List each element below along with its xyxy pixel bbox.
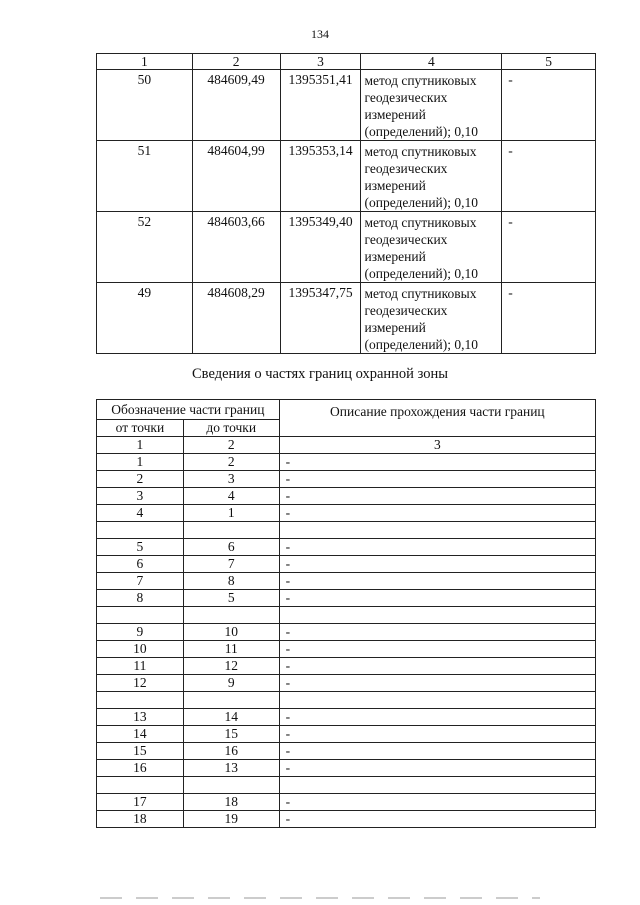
table-row — [97, 624, 596, 641]
part-description — [279, 522, 595, 539]
coordinate-y: 1395349,40 — [280, 212, 361, 283]
note-value: - — [502, 212, 596, 283]
to-point: 3 — [183, 471, 279, 488]
to-point: 14 — [183, 709, 279, 726]
coordinate-x: 484609,49 — [192, 70, 280, 141]
method-line: геодезических — [364, 303, 448, 318]
from-point: 17 — [97, 794, 184, 811]
table-row — [97, 573, 596, 590]
table-row — [97, 522, 596, 539]
table-row — [97, 539, 596, 556]
coordinate-y: 1395347,75 — [280, 283, 361, 354]
table-row — [97, 675, 596, 692]
method-line: геодезических — [364, 232, 448, 247]
to-point: 12 — [183, 658, 279, 675]
from-point: 15 — [97, 743, 184, 760]
method-line: измерений — [364, 320, 426, 335]
coordinates-table — [96, 53, 596, 354]
parts-column-numbers-row — [97, 437, 596, 454]
table-row — [97, 760, 596, 777]
from-point: 11 — [97, 658, 184, 675]
table-row — [97, 556, 596, 573]
point-number: 49 — [97, 283, 193, 354]
method-line: метод спутниковых — [364, 144, 477, 159]
scan-footer-artifact — [100, 897, 540, 899]
page-number: 134 — [311, 27, 329, 41]
table-row — [97, 811, 596, 828]
header-from-point: от точки — [97, 420, 184, 437]
table-row — [97, 607, 596, 624]
table-row — [97, 743, 596, 760]
to-point: 18 — [183, 794, 279, 811]
from-point: 6 — [97, 556, 184, 573]
from-point: 1 — [97, 454, 184, 471]
from-point: 7 — [97, 573, 184, 590]
from-point: 13 — [97, 709, 184, 726]
from-point: 18 — [97, 811, 184, 828]
method-line: (определений); 0,10 — [364, 124, 479, 139]
part-description: - — [279, 573, 595, 590]
part-description: - — [279, 794, 595, 811]
from-point: 16 — [97, 760, 184, 777]
method-description — [361, 283, 502, 354]
method-line: (определений); 0,10 — [364, 337, 479, 352]
from-point: 2 — [97, 471, 184, 488]
coordinate-y: 1395353,14 — [280, 141, 361, 212]
table-row — [97, 777, 596, 794]
table-row — [97, 794, 596, 811]
table-row — [97, 454, 596, 471]
table-row — [97, 471, 596, 488]
from-point: 5 — [97, 539, 184, 556]
part-description — [279, 607, 595, 624]
method-line: метод спутниковых — [364, 215, 477, 230]
method-description — [361, 212, 502, 283]
part-description — [279, 692, 595, 709]
part-description: - — [279, 675, 595, 692]
coordinate-x: 484604,99 — [192, 141, 280, 212]
part-description: - — [279, 556, 595, 573]
part-description: - — [279, 709, 595, 726]
method-line: геодезических — [364, 90, 448, 105]
table-row — [97, 692, 596, 709]
column-number-5: 5 — [502, 54, 596, 70]
part-description — [279, 777, 595, 794]
point-number: 51 — [97, 141, 193, 212]
table-row — [97, 283, 596, 354]
from-point: 9 — [97, 624, 184, 641]
to-point: 7 — [183, 556, 279, 573]
to-point: 1 — [183, 505, 279, 522]
parts-header-row — [97, 400, 596, 420]
part-description: - — [279, 471, 595, 488]
method-description — [361, 141, 502, 212]
table-row — [97, 141, 596, 212]
table-row — [97, 590, 596, 607]
to-point: 5 — [183, 590, 279, 607]
column-number-2: 2 — [183, 437, 279, 454]
table-row — [97, 70, 596, 141]
coordinate-x: 484608,29 — [192, 283, 280, 354]
part-description: - — [279, 624, 595, 641]
method-line: измерений — [364, 107, 426, 122]
from-point — [97, 777, 184, 794]
from-point: 4 — [97, 505, 184, 522]
coordinate-y: 1395351,41 — [280, 70, 361, 141]
column-number-3: 3 — [280, 54, 361, 70]
part-description: - — [279, 454, 595, 471]
method-line: геодезических — [364, 161, 448, 176]
to-point — [183, 522, 279, 539]
to-point: 6 — [183, 539, 279, 556]
note-value: - — [502, 141, 596, 212]
to-point: 10 — [183, 624, 279, 641]
to-point: 16 — [183, 743, 279, 760]
part-description: - — [279, 641, 595, 658]
note-value: - — [502, 283, 596, 354]
from-point: 14 — [97, 726, 184, 743]
part-description: - — [279, 539, 595, 556]
to-point: 19 — [183, 811, 279, 828]
to-point: 15 — [183, 726, 279, 743]
part-description: - — [279, 658, 595, 675]
column-number-2: 2 — [192, 54, 280, 70]
header-description: Описание прохождения части границ — [279, 400, 595, 437]
note-value: - — [502, 70, 596, 141]
table-row — [97, 505, 596, 522]
from-point: 10 — [97, 641, 184, 658]
method-line: метод спутниковых — [364, 73, 477, 88]
from-point: 8 — [97, 590, 184, 607]
from-point: 12 — [97, 675, 184, 692]
coordinate-x: 484603,66 — [192, 212, 280, 283]
method-line: метод спутниковых — [364, 286, 477, 301]
part-description: - — [279, 505, 595, 522]
table-row — [97, 212, 596, 283]
to-point — [183, 692, 279, 709]
table-row — [97, 658, 596, 675]
part-description: - — [279, 726, 595, 743]
table-row — [97, 488, 596, 505]
part-description: - — [279, 590, 595, 607]
method-line: измерений — [364, 249, 426, 264]
table-row — [97, 709, 596, 726]
point-number: 50 — [97, 70, 193, 141]
from-point — [97, 692, 184, 709]
column-number-4: 4 — [361, 54, 502, 70]
table-row — [97, 726, 596, 743]
to-point — [183, 777, 279, 794]
part-description: - — [279, 488, 595, 505]
header-part-designation: Обозначение части границ — [97, 400, 280, 420]
table-row — [97, 641, 596, 658]
to-point: 13 — [183, 760, 279, 777]
section-title: Сведения о частях границ охранной зоны — [192, 366, 448, 382]
from-point — [97, 522, 184, 539]
to-point: 11 — [183, 641, 279, 658]
method-line: измерений — [364, 178, 426, 193]
column-number-1: 1 — [97, 437, 184, 454]
to-point: 9 — [183, 675, 279, 692]
to-point: 2 — [183, 454, 279, 471]
to-point: 4 — [183, 488, 279, 505]
to-point: 8 — [183, 573, 279, 590]
method-line: (определений); 0,10 — [364, 266, 479, 281]
method-line: (определений); 0,10 — [364, 195, 479, 210]
column-number-1: 1 — [97, 54, 193, 70]
boundary-parts-table — [96, 399, 596, 828]
from-point: 3 — [97, 488, 184, 505]
part-description: - — [279, 811, 595, 828]
part-description: - — [279, 760, 595, 777]
column-number-3: 3 — [279, 437, 595, 454]
method-description — [361, 70, 502, 141]
to-point — [183, 607, 279, 624]
coordinates-header-row — [97, 54, 596, 70]
header-to-point: до точки — [183, 420, 279, 437]
part-description: - — [279, 743, 595, 760]
from-point — [97, 607, 184, 624]
point-number: 52 — [97, 212, 193, 283]
